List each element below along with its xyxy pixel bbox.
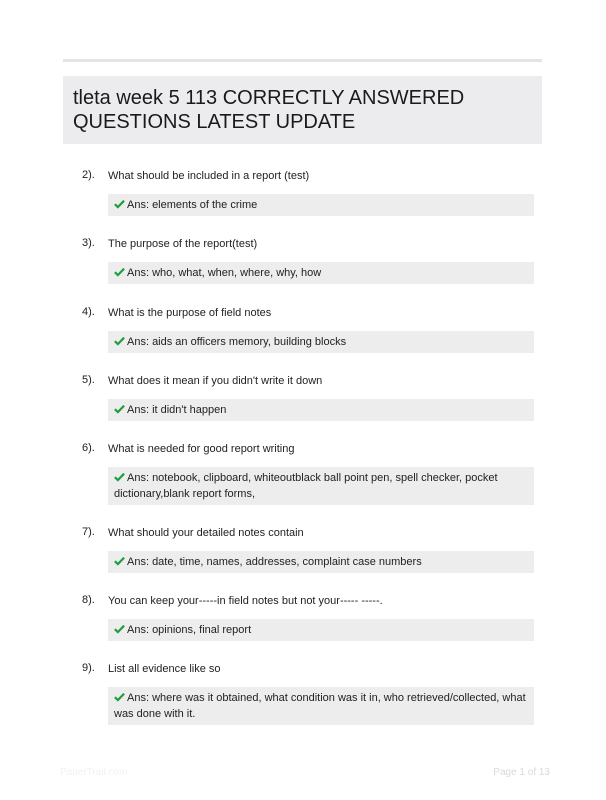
question-text: What is the purpose of field notes bbox=[108, 307, 272, 319]
top-rule bbox=[63, 59, 542, 62]
check-icon bbox=[114, 404, 125, 414]
answer-box bbox=[108, 331, 534, 353]
question-text: List all evidence like so bbox=[108, 663, 221, 675]
check-icon bbox=[114, 336, 125, 346]
answer-box bbox=[108, 467, 534, 505]
question-number: 9). bbox=[82, 662, 95, 674]
question-text: What is needed for good report writing bbox=[108, 443, 295, 455]
question-number: 6). bbox=[82, 442, 95, 454]
check-icon bbox=[114, 199, 125, 209]
document-title: tleta week 5 113 CORRECTLY ANSWERED QUESTIONS LATEST UPDATE bbox=[73, 87, 465, 133]
question-text: What does it mean if you didn't write it down bbox=[108, 375, 323, 387]
question-text: What should be included in a report (test) bbox=[108, 170, 310, 182]
check-icon bbox=[114, 472, 125, 482]
question-number: 2). bbox=[82, 169, 95, 181]
check-icon bbox=[114, 692, 125, 702]
question-number: 3). bbox=[82, 237, 95, 249]
answer-box bbox=[108, 194, 534, 216]
page-indicator: Page 1 of 13 bbox=[493, 767, 550, 778]
check-icon bbox=[114, 267, 125, 277]
answer-box bbox=[108, 619, 534, 641]
answer-text: Ans: opinions, final report bbox=[127, 624, 252, 636]
answer-text: Ans: aids an officers memory, building blocks bbox=[127, 336, 347, 348]
question-number: 8). bbox=[82, 594, 95, 606]
answer-text: Ans: notebook, clipboard, whiteoutblack ball point pen, spell checker, pocket dictionary,blank report forms, bbox=[114, 472, 498, 500]
answer-text: Ans: where was it obtained, what condition was it in, who retrieved/collected, what was done with it. bbox=[114, 692, 526, 720]
title-box bbox=[63, 76, 542, 144]
question-number: 7). bbox=[82, 526, 95, 538]
question-text: You can keep your-----in field notes but not your----- -----. bbox=[108, 595, 383, 607]
answer-text: Ans: date, time, names, addresses, complaint case numbers bbox=[127, 556, 422, 568]
answer-box bbox=[108, 687, 534, 725]
answer-box bbox=[108, 551, 534, 573]
check-icon bbox=[114, 556, 125, 566]
question-text: What should your detailed notes contain bbox=[108, 527, 304, 539]
footer-watermark: PaperTrail.com bbox=[60, 767, 128, 778]
answer-text: Ans: elements of the crime bbox=[127, 199, 258, 211]
question-number: 5). bbox=[82, 374, 95, 386]
answer-box bbox=[108, 262, 534, 284]
question-text: The purpose of the report(test) bbox=[108, 238, 258, 250]
answer-box bbox=[108, 399, 534, 421]
check-icon bbox=[114, 624, 125, 634]
question-number: 4). bbox=[82, 306, 95, 318]
answer-text: Ans: who, what, when, where, why, how bbox=[127, 267, 322, 279]
answer-text: Ans: it didn't happen bbox=[127, 404, 227, 416]
